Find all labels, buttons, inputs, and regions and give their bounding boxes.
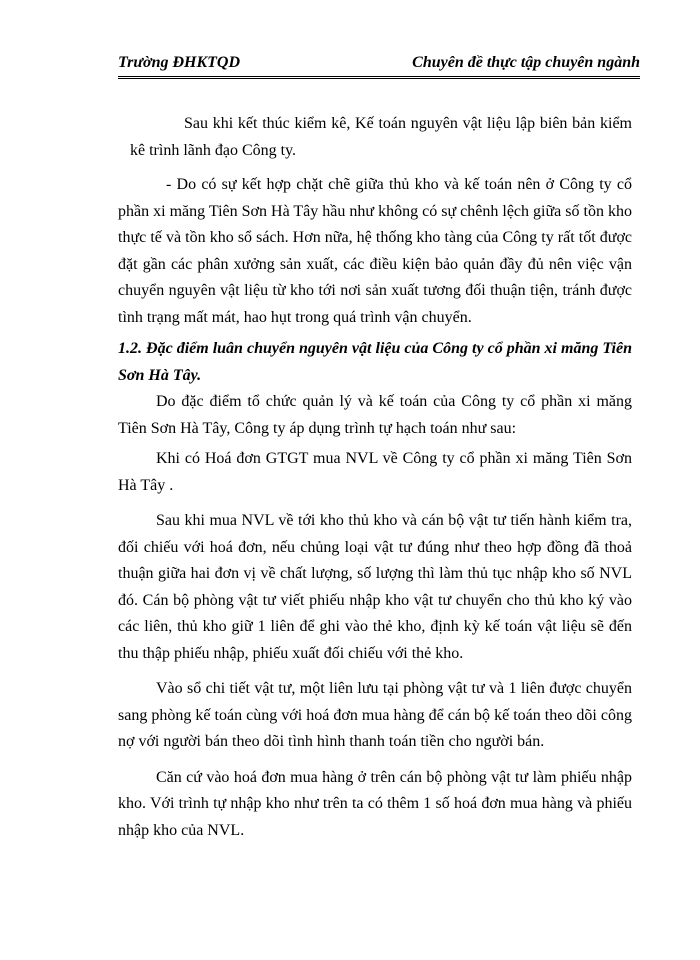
page-header — [118, 52, 640, 79]
paragraph: Sau khi mua NVL về tới kho thủ kho và cán bộ vật tư tiến hành kiểm tra, đối chiếu với hoá đơn, nếu chủng loại vật tư đúng như theo hợp đồng đã thoả thuận giữa hai đơn vị về chất lượng, số lượng thì làm thủ tục nhập kho số NVL đó. Cán bộ phòng vật tư viết phiếu nhập kho vật tư chuyển cho thủ kho ký vào các liên, thủ kho giữ 1 liên để ghi vào thẻ kho, định kỳ kế toán vật liệu sẽ đến thu thập phiếu nhập, phiếu xuất đối chiếu với thẻ kho. — [118, 512, 632, 662]
paragraph: - Do có sự kết hợp chặt chẽ giữa thủ kho và kế toán nên ở Công ty cổ phần xi măng Tiên Sơn Hà Tây hầu như không có sự chênh lệch giữa số tồn kho thực tế và tồn kho sổ sách. Hơn nữa, hệ thống kho tàng của Công ty rất tốt được đặt gần các phân xưởng sản xuất, các điều kiện bảo quản đầy đủ nên việc vận chuyển nguyên vật liệu từ kho tới nơi sản xuất tương đối thuận tiện, tránh được tình trạng mất mát, hao hụt trong quá trình vận chuyển. — [118, 176, 632, 326]
section-heading: 1.2. Đặc điểm luân chuyển nguyên vật liệu của Công ty cổ phần xi măng Tiên Sơn Hà Tây. — [118, 340, 632, 384]
header-report-title: Chuyên đề thực tập chuyên ngành — [412, 54, 640, 71]
header-school: Trường ĐHKTQD — [118, 54, 241, 71]
paragraph: Do đặc điểm tổ chức quản lý và kế toán của Công ty cổ phần xi măng Tiên Sơn Hà Tây, Công ty áp dụng trình tự hạch toán như sau: — [118, 393, 632, 437]
paragraph: Căn cứ vào hoá đơn mua hàng ở trên cán bộ phòng vật tư làm phiếu nhập kho. Với trình tự nhập kho như trên ta có thêm 1 số hoá đơn mua hàng và phiếu nhập kho của NVL. — [118, 768, 632, 839]
paragraph: Vào sổ chi tiết vật tư, một liên lưu tại phòng vật tư và 1 liên được chuyển sang phòng kế toán cùng với hoá đơn mua hàng để cán bộ kế toán theo dõi công nợ với người bán theo dõi tình hình thanh toán tiền cho người bán. — [118, 680, 632, 750]
paragraph: Khi có Hoá đơn GTGT mua NVL về Công ty cổ phần xi măng Tiên Sơn Hà Tây . — [118, 450, 632, 494]
document-body — [118, 111, 632, 844]
paragraph: Sau khi kết thúc kiểm kê, Kế toán nguyên vật liệu lập biên bản kiểm kê trình lãnh đạo Công ty. — [130, 115, 632, 159]
